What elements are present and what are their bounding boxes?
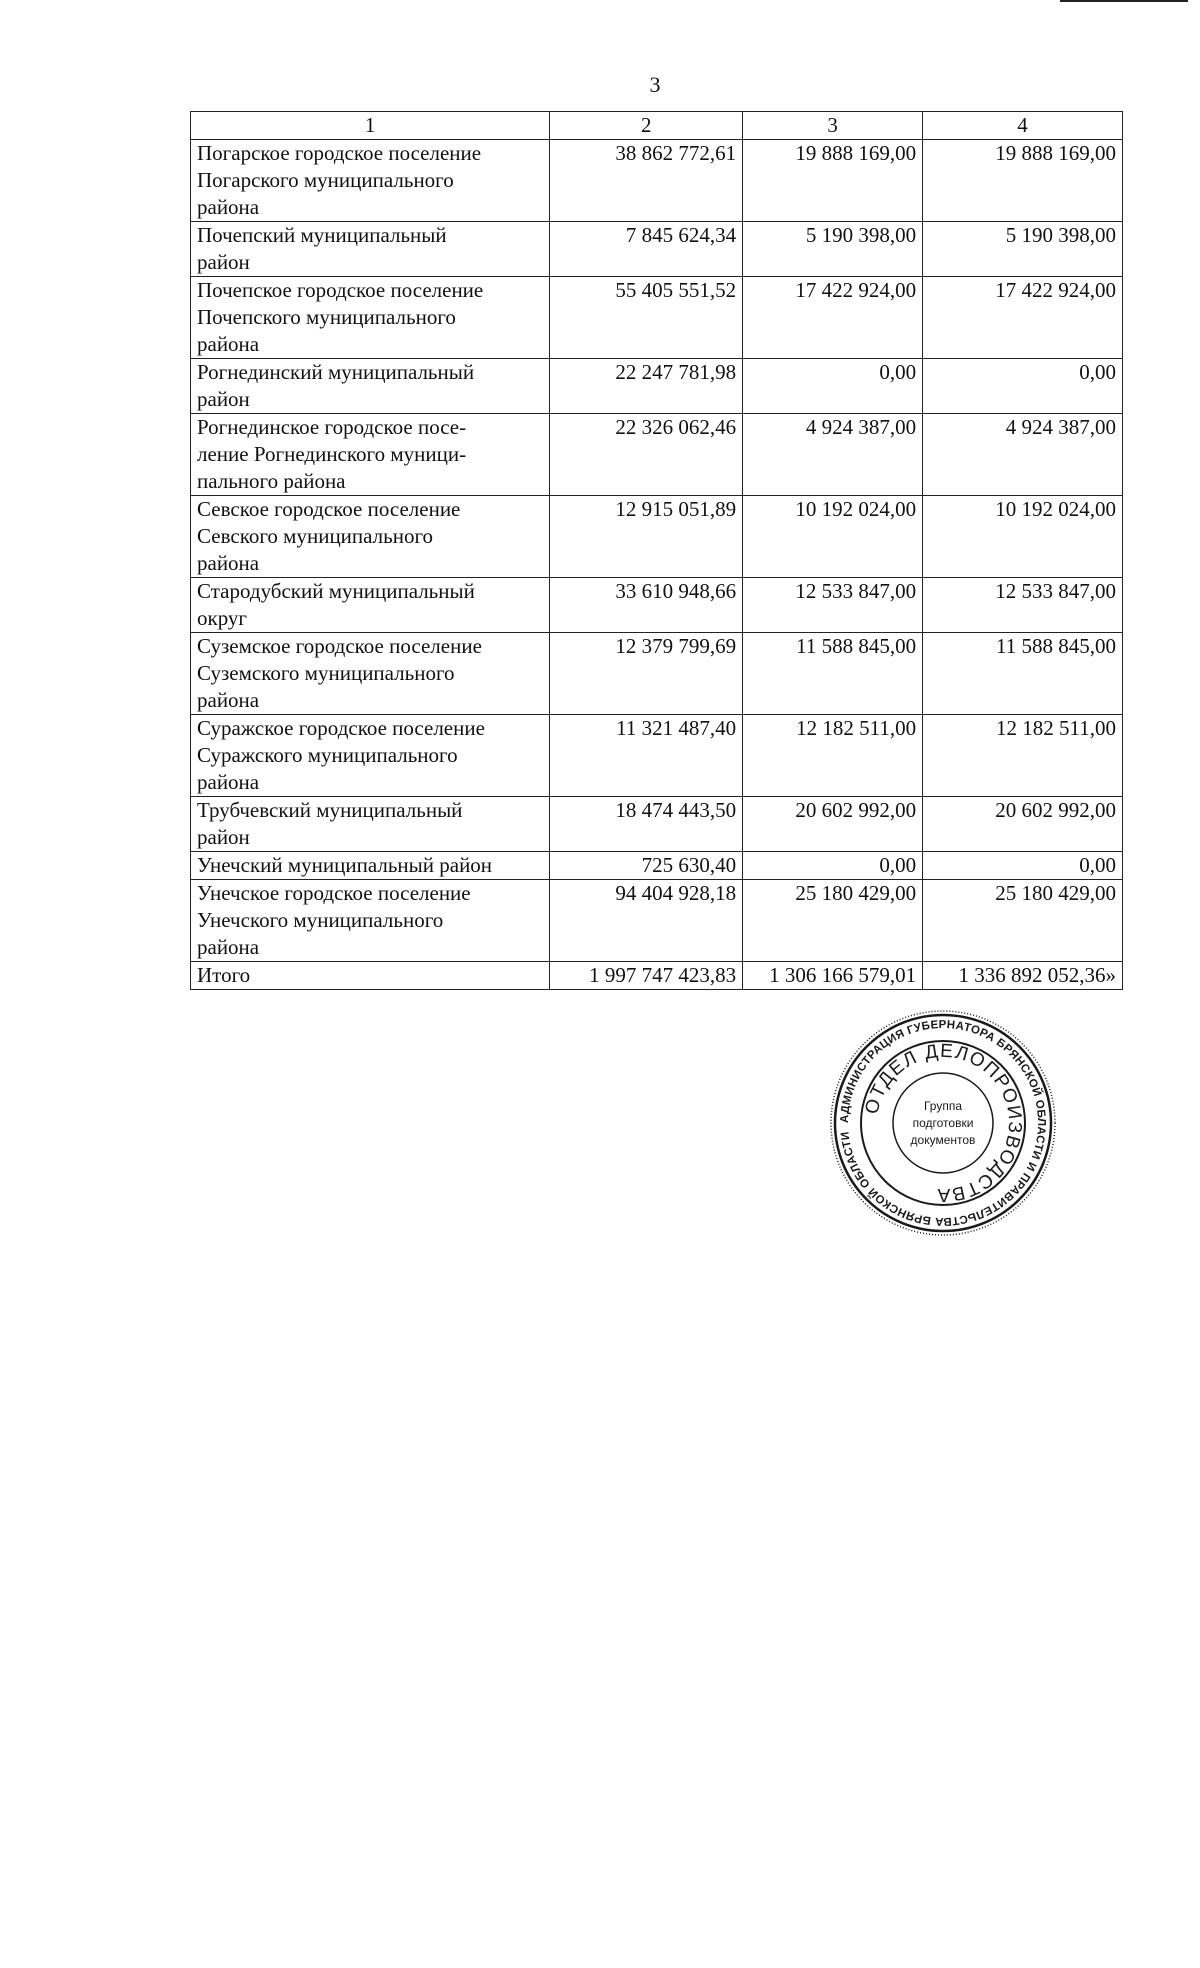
row-cell-col4: 10 192 024,00 [923, 496, 1123, 578]
row-cell-col4: 19 888 169,00 [923, 140, 1123, 222]
total-cell-col4: 1 336 892 052,36» [923, 962, 1123, 990]
table-row [191, 414, 1123, 496]
row-name-cell: Погарское городское поселение Погарского муниципального района [191, 140, 550, 222]
stamp-center-line: подготовки [912, 1116, 974, 1130]
row-name-cell: Почепское городское поселение Почепского муниципального района [191, 277, 550, 359]
top-edge-line [1060, 0, 1188, 2]
table-row [191, 222, 1123, 277]
row-cell-col3: 11 588 845,00 [743, 633, 923, 715]
row-name-cell: Рогнединский муниципальный район [191, 359, 550, 414]
table-row [191, 880, 1123, 962]
row-cell-col4: 5 190 398,00 [923, 222, 1123, 277]
row-name-cell: Унечский муниципальный район [191, 852, 550, 880]
page-number: 3 [649, 72, 661, 97]
row-cell-col4: 17 422 924,00 [923, 277, 1123, 359]
stamp-outer-text: АДМИНИСТРАЦИЯ ГУБЕРНАТОРА БРЯНСКОЙ ОБЛАСТИ И ПРАВИТЕЛЬСТВА БРЯНСКОЙ ОБЛАСТИ [838, 1018, 1048, 1228]
row-cell-col2: 11 321 487,40 [550, 715, 743, 797]
table-row [191, 496, 1123, 578]
stamp-center-line: документов [910, 1133, 976, 1147]
row-cell-col3: 4 924 387,00 [743, 414, 923, 496]
column-header: 4 [923, 112, 1123, 140]
table-row [191, 797, 1123, 852]
table-row [191, 359, 1123, 414]
row-cell-col3: 19 888 169,00 [743, 140, 923, 222]
row-cell-col4: 25 180 429,00 [923, 880, 1123, 962]
stamp-inner-text: ОТДЕЛ ДЕЛОПРОИЗВОДСТВА [861, 1040, 1026, 1206]
row-cell-col2: 22 326 062,46 [550, 414, 743, 496]
total-cell-col2: 1 997 747 423,83 [550, 962, 743, 990]
row-name-cell: Почепский муниципальный район [191, 222, 550, 277]
table-row [191, 715, 1123, 797]
row-cell-col3: 12 533 847,00 [743, 578, 923, 633]
total-row [191, 962, 1123, 990]
row-cell-col2: 94 404 928,18 [550, 880, 743, 962]
budget-table [190, 111, 1123, 990]
row-name-cell: Рогнединское городское посе- ление Рогнединского муници- пального района [191, 414, 550, 496]
row-name-cell: Стародубский муниципальный округ [191, 578, 550, 633]
row-cell-col4: 0,00 [923, 852, 1123, 880]
row-cell-col2: 38 862 772,61 [550, 140, 743, 222]
row-cell-col3: 5 190 398,00 [743, 222, 923, 277]
table-row [191, 578, 1123, 633]
column-header: 3 [743, 112, 923, 140]
table-row [191, 633, 1123, 715]
row-cell-col4: 11 588 845,00 [923, 633, 1123, 715]
row-cell-col3: 12 182 511,00 [743, 715, 923, 797]
row-cell-col3: 25 180 429,00 [743, 880, 923, 962]
row-name-cell: Трубчевский муниципальный район [191, 797, 550, 852]
row-cell-col4: 0,00 [923, 359, 1123, 414]
row-cell-col2: 725 630,40 [550, 852, 743, 880]
total-cell-col3: 1 306 166 579,01 [743, 962, 923, 990]
row-name-cell: Суземское городское поселение Суземского муниципального района [191, 633, 550, 715]
table-row [191, 140, 1123, 222]
official-stamp [828, 1008, 1058, 1238]
row-cell-col4: 20 602 992,00 [923, 797, 1123, 852]
row-cell-col4: 12 533 847,00 [923, 578, 1123, 633]
column-header: 2 [550, 112, 743, 140]
row-cell-col2: 12 379 799,69 [550, 633, 743, 715]
row-cell-col2: 7 845 624,34 [550, 222, 743, 277]
row-name-cell: Унечское городское поселение Унечского муниципального района [191, 880, 550, 962]
row-cell-col3: 20 602 992,00 [743, 797, 923, 852]
row-cell-col4: 12 182 511,00 [923, 715, 1123, 797]
header-row [191, 112, 1123, 140]
row-name-cell: Суражское городское поселение Суражского муниципального района [191, 715, 550, 797]
stamp-center-line: Группа [923, 1099, 963, 1113]
column-header: 1 [191, 112, 550, 140]
row-cell-col4: 4 924 387,00 [923, 414, 1123, 496]
row-cell-col2: 22 247 781,98 [550, 359, 743, 414]
row-name-cell: Севское городское поселение Севского муниципального района [191, 496, 550, 578]
row-cell-col2: 33 610 948,66 [550, 578, 743, 633]
table-row [191, 277, 1123, 359]
row-cell-col2: 12 915 051,89 [550, 496, 743, 578]
row-cell-col3: 0,00 [743, 852, 923, 880]
total-label: Итого [191, 962, 550, 990]
row-cell-col3: 17 422 924,00 [743, 277, 923, 359]
table-row [191, 852, 1123, 880]
row-cell-col2: 55 405 551,52 [550, 277, 743, 359]
row-cell-col3: 10 192 024,00 [743, 496, 923, 578]
row-cell-col3: 0,00 [743, 359, 923, 414]
row-cell-col2: 18 474 443,50 [550, 797, 743, 852]
